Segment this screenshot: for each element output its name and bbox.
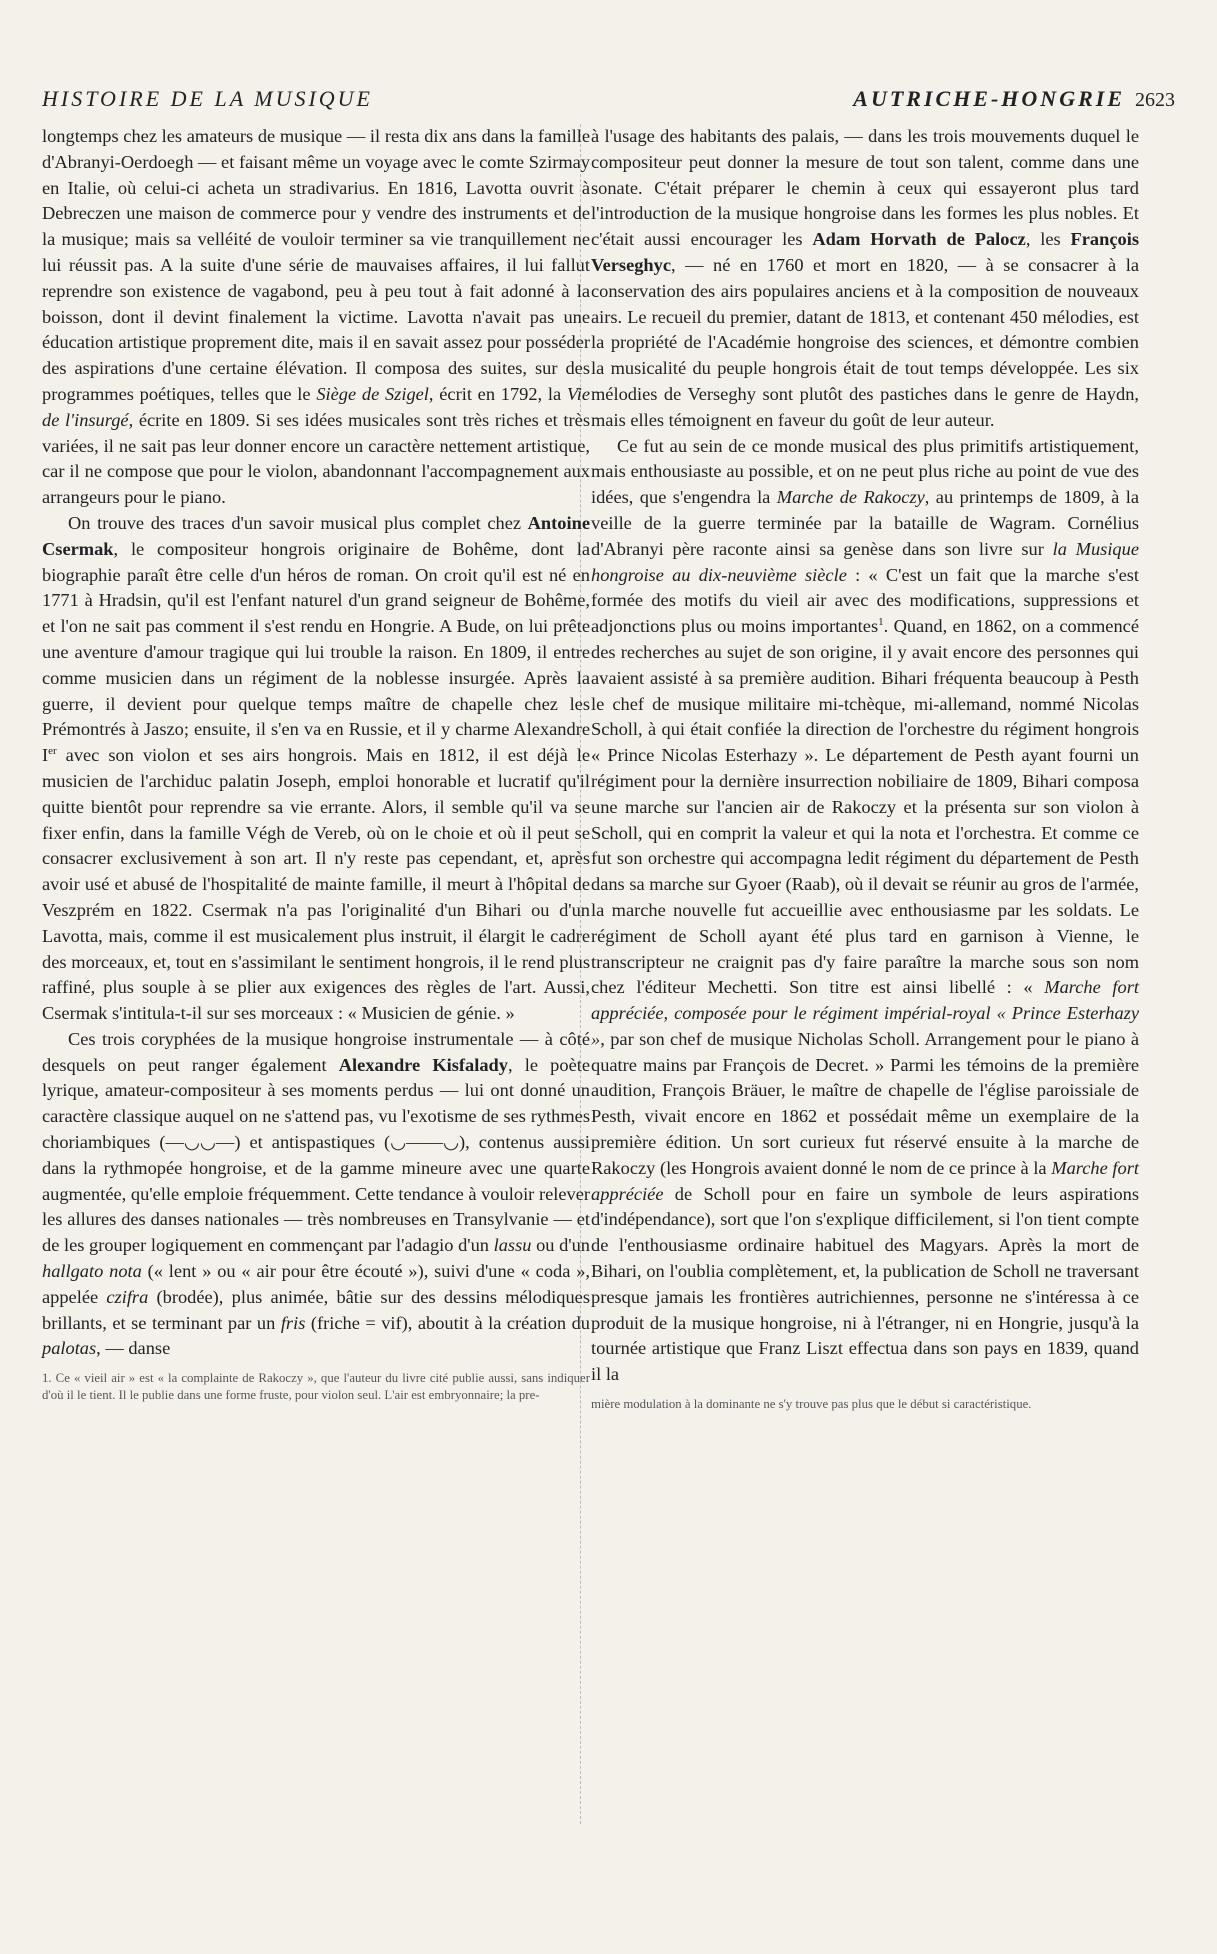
left-paragraph-3: Ces trois coryphées de la musique hongroise instrumentale — à côté desquels on peut ranger également Alexandre Kisfalady, le poète lyrique, amateur-compositeur à ses moments perdus — lui ont donné un caractère classique auquel on ne s'attend pas, vu l'exotisme de ses rythmes choriambiques (—◡◡—) et antispastiques (◡——◡), contenus aussi dans la rythmopée hongroise, et de la gamme mineure avec une quarte augmentée, qu'elle emploie fréquemment. Cette tendance à vouloir relever les allures des danses nationales — très nombreuses en Transylvanie — et de les grouper logiquement en commençant par l'adagio d'un lassu ou d'un hallgato nota (« lent » ou « air pour être écouté »), suivi d'une « coda », appelée czifra (brodée), plus animée, bâtie sur des dessins mélodiques brillants, et se terminant par un fris (friche = vif), aboutit à la création du palotas, — danse bbox=[42, 1028, 591, 1359]
right-paragraph-1: à l'usage des habitants des palais, — dans les trois mouvements duquel le compositeur peut donner la mesure de tout son talent, comme dans une sonate. C'était préparer le chemin à ceux qui essayeront plus tard l'introduction de la musique hongroise dans les formes les plus nobles. Et c'était aussi encourager les Adam Horvath de Palocz, les François Verseghyc, — né en 1760 et mort en 1820, — à se consacrer à la conservation des airs populaires anciens et à la composition de nouveaux airs. Le recueil du premier, datant de 1813, et contenant 450 mélodies, est la propriété de l'Académie hongroise des sciences, et démontre combien la musicalité du peuple hongrois était de tout temps développée. Les six mélodies de Verseghy sont plutôt des pastiches dans le genre de Haydn, mais elles témoignent en faveur du goût de leur auteur. bbox=[591, 126, 1139, 430]
right-column bbox=[591, 124, 1139, 1413]
running-header bbox=[42, 86, 1175, 116]
header-right-title: AUTRICHE-HONGRIE bbox=[853, 86, 1125, 111]
footnote-reference[interactable]: 1 bbox=[878, 616, 884, 629]
footnote-1: 1. Ce « vieil air » est « la complainte de Rakoczy », que l'auteur du livre cité publie aussi, sans indiquer d'où il le tient. Il le publie dans une forme fruste, pour violon seul. L'air est embryonnaire; la pre- bbox=[42, 1371, 590, 1403]
left-column bbox=[42, 124, 590, 1404]
footnote-1-continued: mière modulation à la dominante ne s'y trouve pas plus que le début si caractéristique. bbox=[591, 1397, 1032, 1412]
left-paragraph-1: longtemps chez les amateurs de musique — il resta dix ans dans la famille d'Abranyi-Oerdoegh — et faisant même un voyage avec le comte Szirmay en Italie, où celui-ci acheta un stradivarius. En 1816, Lavotta ouvrit à Debreczen une maison de commerce pour y vendre des instruments et de la musique; mais sa velléité de vouloir terminer sa vie tranquillement ne lui réussit pas. A la suite d'une série de mauvaises affaires, il lui fallut reprendre son existence de vagabond, peu à peu tout à fait adonné à la boisson, dont il devint finalement la victime. Lavotta n'avait pas une éducation artistique proprement dite, mais il en savait assez pour posséder des aspirations d'une certaine élévation. Il composa des suites, sur des programmes poétiques, telles que le Siège de Szigel, écrit en 1792, la Vie de l'insurgé, écrite en 1809. Si ses idées musicales sont très riches et très variées, il ne sait pas leur donner encore un caractère nettement artistique, car il ne compose que pour le violon, abandonnant l'accompagnement aux arrangeurs pour le piano. bbox=[42, 126, 591, 508]
left-paragraph-2: On trouve des traces d'un savoir musical plus complet chez Antoine Csermak, le compositeur hongrois originaire de Bohême, dont la biographie paraît être celle d'un héros de roman. On croit qu'il est né en 1771 à Hradsin, qu'il est l'enfant naturel d'un grand seigneur de Bohême, et l'on ne sait pas comment il s'est rendu en Hongrie. A Bude, on lui prête une aventure d'amour tragique qui lui trouble la raison. En 1809, il entre comme musicien dans un régiment de la noblesse insurgée. Après la guerre, il devient pour quelque temps maître de chapelle chez les Prémontrés à Jaszo; ensuite, il s'en va en Russie, et il y charme Alexandre Ier avec son violon et ses airs hongrois. Mais en 1812, il est déjà le musicien de l'archiduc palatin Joseph, emploi honorable et lucratif qu'il quitte bientôt pour reprendre sa vie errante. Alors, il semble qu'il va se fixer enfin, dans la famille Végh de Vereb, où on le choie et où il peut se consacrer exclusivement à son art. Il n'y reste pas cependant, et, après avoir usé et abusé de l'hospitalité de mainte famille, il meurt à l'hôpital de Veszprém en 1822. Csermak n'a pas l'originalité d'un Bihari ou d'un Lavotta, mais, comme il est musicalement plus instruit, il élargit le cadre des morceaux, et, tout en s'assimilant le sentiment hongrois, il le rend plus raffiné, plus souple à se plier aux exigences des règles de l'art. Aussi, Csermak s'intitula-t-il sur ses morceaux : « Musicien de génie. » bbox=[42, 512, 590, 1024]
header-right bbox=[853, 86, 1175, 112]
right-paragraph-2: Ce fut au sein de ce monde musical des plus primitifs artistiquement, mais enthousiaste au possible, et on ne peut plus riche au point de vue des idées, que s'engendra la Marche de Rakoczy, au printemps de 1809, à la veille de la guerre terminée par la bataille de Wagram. Cornélius d'Abranyi père raconte ainsi sa genèse dans son livre sur la Musique hongroise au dix-neuvième siècle : « C'est un fait que la marche s'est formée des motifs du vieil air avec des modifications, suppressions et adjonctions plus ou moins importantes$^1$. Quand, en 1862, on a commencé des recherches au sujet de son origine, il y avait encore des personnes qui avaient assisté à sa première audition. Bihari fréquenta beaucoup à Pesth le chef de musique militaire mi-tchèque, mi-allemand, nommé Nicolas Scholl, à qui était confiée la direction de l'orchestre du régiment hongrois « Prince Nicolas Esterhazy ». Le département de Pesth ayant fourni un régiment pour la dernière insurrection nobiliaire de 1809, Bihari composa une marche sur l'ancien air de Rakoczy et la présenta sur son violon à Scholl, qui en comprit la valeur et qui la nota et l'orchestra. Et comme ce fut son orchestre qui accompagna ledit régiment du département de Pesth dans sa marche sur Gyoer (Raab), où il devait se réunir au gros de l'armée, la marche nouvelle fut accueillie avec enthousiasme par les soldats. Le régiment de Scholl ayant été plus tard en garnison à Vienne, le transcripteur ne craignit pas d'y faire paraître la marche sous son nom chez l'éditeur Mechetti. Son titre est ainsi libellé : « Marche fort appréciée, composée pour le régiment impérial-royal « Prince Esterhazy », par son chef de musique Nicholas Scholl. Arrangement pour le piano à quatre mains par François de Decret. » Parmi les témoins de la première audition, François Bräuer, le maître de chapelle de l'église paroissiale de Pesth, vivait encore en 1862 et possédait même un exemplaire de la première édition. Un sort curieux fut réservé ensuite à la marche de Rakoczy (les Hongrois avaient donné le nom de ce prince à la Marche fort appréciée de Scholl pour en faire un symbole de leurs aspirations d'indépendance), sort que l'on s'explique difficilement, si l'on tient compte de l'enthousiasme ordinaire habituel des Magyars. Après la mort de Bihari, on l'oublia complètement, et, la publication de Scholl ne traversant presque jamais les frontières autrichiennes, personne ne s'intéressa à ce produit de la musique hongroise, ni à l'étranger, ni en Hongrie, jusqu'à la tournée artistique que Franz Liszt effectua dans son pays en 1839, quand il la bbox=[591, 435, 1139, 1385]
header-left-title: HISTOIRE DE LA MUSIQUE bbox=[42, 86, 373, 111]
page-number: 2623 bbox=[1135, 89, 1175, 111]
